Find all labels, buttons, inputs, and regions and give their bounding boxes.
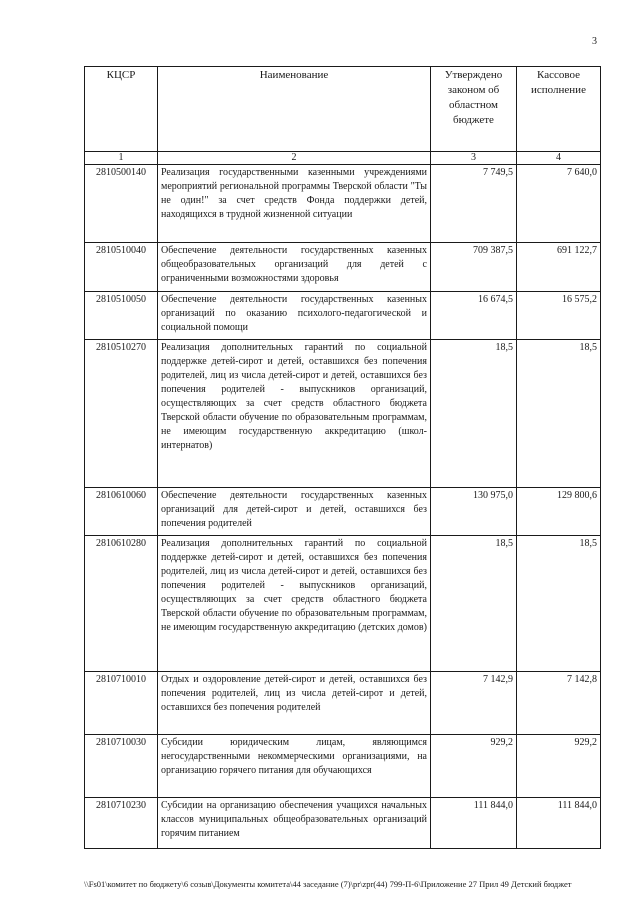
row-name: Реализация государственными казенными учреждениями мероприятий региональной программы Тверской области "Ты не один!" за счет средств Фонда поддержки детей, находящихся в трудной жизненной ситуации [158, 165, 431, 243]
table-row [85, 340, 601, 488]
row-code: 2810710230 [85, 798, 158, 849]
page-number: 3 [592, 36, 597, 47]
table-row [85, 488, 601, 536]
header-row [85, 67, 601, 152]
row-code: 2810510270 [85, 340, 158, 488]
row-approved: 16 674,5 [431, 292, 517, 340]
table-row [85, 243, 601, 292]
table-row [85, 672, 601, 735]
row-executed: 18,5 [517, 536, 601, 672]
row-name: Отдых и оздоровление детей-сирот и детей, оставшихся без попечения родителей, лиц из числа детей-сирот и детей, оставшихся без попечения родителей [158, 672, 431, 735]
header-name: Наименование [158, 67, 431, 152]
row-executed: 929,2 [517, 735, 601, 798]
row-executed: 7 640,0 [517, 165, 601, 243]
column-number: 4 [517, 152, 601, 165]
column-number: 3 [431, 152, 517, 165]
row-code: 2810500140 [85, 165, 158, 243]
row-name: Субсидии на организацию обеспечения учащихся начальных классов муниципальных общеобразовательных организаций горячим питанием [158, 798, 431, 849]
row-approved: 929,2 [431, 735, 517, 798]
table-row [85, 735, 601, 798]
table-row [85, 165, 601, 243]
row-executed: 129 800,6 [517, 488, 601, 536]
row-code: 2810710030 [85, 735, 158, 798]
row-approved: 111 844,0 [431, 798, 517, 849]
row-executed: 111 844,0 [517, 798, 601, 849]
header-executed: Кассовое исполнение [517, 67, 601, 152]
row-executed: 18,5 [517, 340, 601, 488]
row-code: 2810510050 [85, 292, 158, 340]
row-executed: 691 122,7 [517, 243, 601, 292]
column-number-row [85, 152, 601, 165]
row-name: Обеспечение деятельности государственных казенных организаций для детей-сирот и детей, оставшихся без попечения родителей [158, 488, 431, 536]
column-number: 2 [158, 152, 431, 165]
row-executed: 7 142,8 [517, 672, 601, 735]
row-name: Реализация дополнительных гарантий по социальной поддержке детей-сирот и детей, оставшихся без попечения родителей, лиц из числа детей-сирот и детей, оставшихся без попечения родителей - выпускников организаций, осуществляющих за счет средств областного бюджета Тверской области обучение по образовательным программам, не имеющим государственную аккредитацию (детских домов) [158, 536, 431, 672]
row-code: 2810610060 [85, 488, 158, 536]
row-executed: 16 575,2 [517, 292, 601, 340]
row-approved: 130 975,0 [431, 488, 517, 536]
table-row [85, 798, 601, 849]
row-approved: 7 749,5 [431, 165, 517, 243]
budget-table [84, 66, 601, 849]
row-name: Обеспечение деятельности государственных казенных организаций по оказанию психолого-педагогической и социальной помощи [158, 292, 431, 340]
row-name: Субсидии юридическим лицам, являющимся негосударственными некоммерческими организациями, на организацию горячего питания для обучающихся [158, 735, 431, 798]
row-approved: 18,5 [431, 340, 517, 488]
row-name: Реализация дополнительных гарантий по социальной поддержке детей-сирот и детей, оставшихся без попечения родителей, лиц из числа детей-сирот и детей, оставшихся без попечения родителей - выпускников организаций, осуществляющих за счет средств областного бюджета Тверской области обучение по образовательным программам, не имеющим государственную аккредитацию (школ-интернатов) [158, 340, 431, 488]
row-approved: 7 142,9 [431, 672, 517, 735]
row-code: 2810610280 [85, 536, 158, 672]
row-code: 2810510040 [85, 243, 158, 292]
table-row [85, 292, 601, 340]
column-number: 1 [85, 152, 158, 165]
file-path-footer: \\Fs01\комитет по бюджету\6 созыв\Документы комитета\44 заседание (7)\pr\zpr(44) 799-П-6\Приложение 27 Прил 49 Детский бюджет [84, 879, 572, 889]
row-code: 2810710010 [85, 672, 158, 735]
row-name: Обеспечение деятельности государственных казенных общеобразовательных организаций для детей с ограниченными возможностями здоровья [158, 243, 431, 292]
table-row [85, 536, 601, 672]
row-approved: 18,5 [431, 536, 517, 672]
row-approved: 709 387,5 [431, 243, 517, 292]
header-code: КЦСР [85, 67, 158, 152]
header-approved: Утверждено законом об областном бюджете [431, 67, 517, 152]
